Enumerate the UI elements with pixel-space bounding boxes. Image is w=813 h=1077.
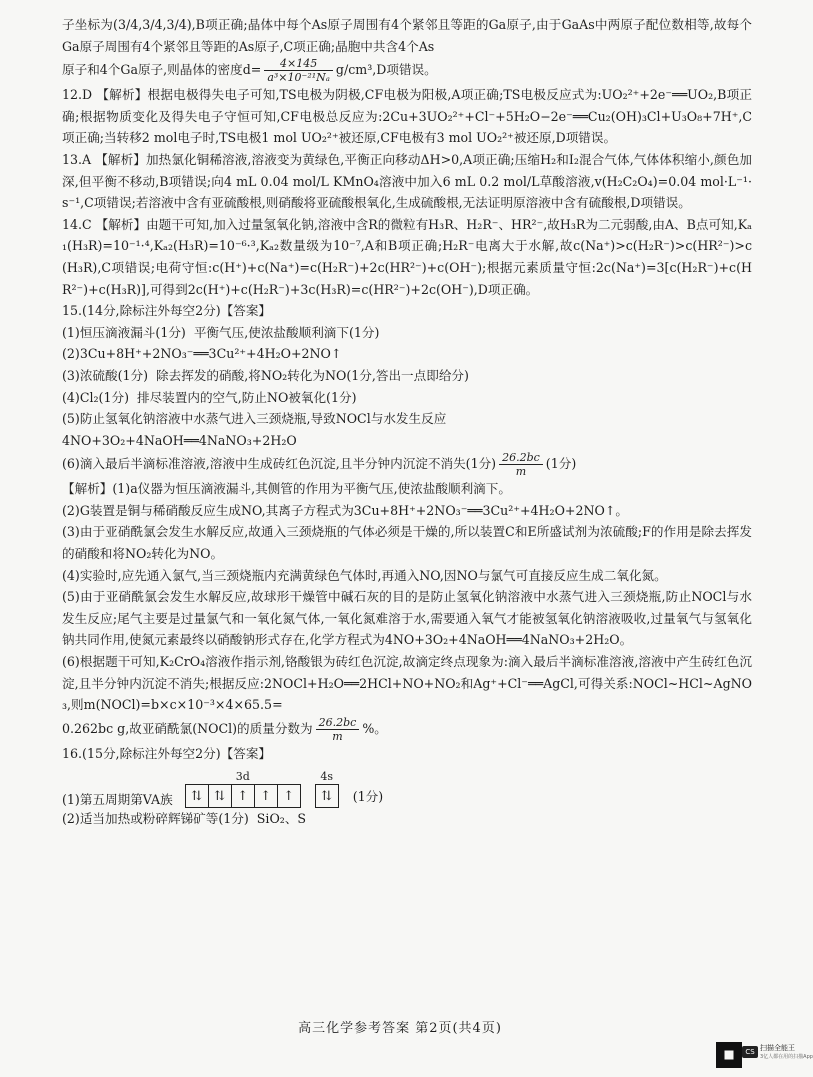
camscanner-subtitle: 3亿人都在用的扫描App — [760, 1054, 813, 1060]
answer-15-3: (3)浓硫酸(1分) 除去挥发的硝酸,将NO₂转化为NO(1分,答出一点即给分) — [62, 367, 469, 383]
density-numerator: 4×145 — [264, 57, 333, 71]
answer-13: 13.A 【解析】加热氯化铜稀溶液,溶液变为黄绿色,平衡正向移动ΔH>0,A项正确;压缩H₂和I₂混合气体,气体体积缩小,颜色加深,但平衡不移动,B项错误;向4 mL 0.04 mol/L KMnO₄溶液中加入6 mL 0.2 mol/L草酸溶液,v(H₂C₂O₄)=0.04 mol·L⁻¹·s⁻¹,C项错误;若溶液中含有亚硫酸根,则硝酸将亚硫酸根氧化,生成硫酸根,无法证明原溶液中含有硫酸根,D项错误。 — [62, 151, 752, 211]
answer-15-5: (5)防止氢氧化钠溶液中水蒸气进入三颈烧瓶,导致NOCl与水发生反应 — [62, 411, 447, 427]
orbital-4s-boxes — [315, 784, 339, 808]
analysis-15-5: (5)由于亚硝酰氯会发生水解反应,故球形干燥管中碱石灰的目的是防止氢氧化钠溶液中水蒸气进入三颈烧瓶,防止NOCl与水发生反应;尾气主要是过量氯气和一氧化氮气体,一氧化氮难溶于水,需要通入氧气才能被氢氧化钠溶液吸收,过量氧气与氢氧化钠共同作用,使氮元素最终以硝酸钠形式存在,化学方程式为4NO+3O₂+4NaOH══4NaNO₃+2H₂O。 — [62, 589, 752, 648]
mass-fraction-suffix: %。 — [362, 720, 387, 736]
answer-15-6-text: (6)滴入最后半滴标准溶液,溶液中生成砖红色沉淀,且半分钟内沉淀不消失(1分) — [62, 456, 497, 472]
density-fraction — [264, 57, 333, 84]
answer-15-6-suffix: (1分) — [545, 456, 577, 472]
answer-15-4: (4)Cl₂(1分) 排尽装置内的空气,防止NO被氧化(1分) — [62, 389, 357, 405]
orbital-3d-boxes — [185, 784, 301, 808]
answer-16-1-suffix: (1分) — [352, 789, 384, 805]
orbital-3d-label: 3d — [235, 770, 250, 784]
density-suffix: g/cm³,D项错误。 — [335, 62, 437, 78]
answer-15-5-equation: 4NO+3O₂+4NaOH══4NaNO₃+2H₂O — [62, 432, 297, 448]
answer-15-6 — [62, 451, 752, 478]
mass-fraction-line — [62, 716, 752, 743]
analysis-15-3: (3)由于亚硝酰氯会发生水解反应,故通入三颈烧瓶的气体必须是干燥的,所以装置C和E所盛试剂为浓硫酸;F的作用是除去挥发的硝酸和将NO₂转化为NO。 — [62, 524, 752, 562]
mass-fraction-prefix: 0.262bc g,故亚硝酰氯(NOCl)的质量分数为 — [62, 720, 313, 736]
answer-16-1 — [62, 764, 752, 808]
mass-fraction-denominator: m — [332, 729, 343, 743]
mass-fraction-numerator: 26.2bc — [316, 716, 360, 730]
analysis-15-6: (6)根据题干可知,K₂CrO₄溶液作指示剂,铬酸银为砖红色沉淀,故滴定终点现象为:滴入最后半滴标准溶液,溶液中产生砖红色沉淀,且半分钟内沉淀不消失;根据反应:2NOCl+H₂O══2HCl+NO+NO₂和Ag⁺+Cl⁻══AgCl,可得关系:NOCl~HCl~AgNO₃,则m(NOCl)=b×c×10⁻³×4×65.5= — [62, 654, 752, 713]
answer-15-1: (1)恒压滴液漏斗(1分) 平衡气压,使浓盐酸顺利滴下(1分) — [62, 324, 380, 340]
page-footer: 高三化学参考答案 第2页(共4页) — [298, 1021, 502, 1036]
orbital-box: ⇅ — [186, 785, 209, 807]
density-line — [62, 57, 752, 84]
orbital-box: ⇅ — [321, 788, 333, 804]
answer-15-2: (2)3Cu+8H⁺+2NO₃⁻══3Cu²⁺+4H₂O+2NO↑ — [62, 346, 342, 362]
answer-16-1-text: (1)第五周期第VA族 — [62, 792, 173, 808]
answer-12: 12.D 【解析】根据电极得失电子可知,TS电极为阴极,CF电极为阳极,A项正确;TS电极反应式为:UO₂²⁺+2e⁻══UO₂,B项正确;根据物质变化及得失电子守恒可知,CF电极总反应为:2Cu+3UO₂²⁺+Cl⁻+5H₂O−2e⁻══Cu₂(OH)₃Cl+U₃O₈+7H⁺,C项正确;当转移2 mol电子时,TS电极1 mol UO₂²⁺被还原,CF电极有3 mol UO₂²⁺被还原,D项错误。 — [62, 87, 752, 146]
answer-16-2: (2)适当加热或粉碎辉锑矿等(1分) SiO₂、S — [62, 811, 307, 827]
analysis-15-1: 【解析】(1)a仪器为恒压滴液漏斗,其侧管的作用为平衡气压,使浓盐酸顺利滴下。 — [62, 481, 511, 497]
answer-15-6-fraction — [499, 451, 543, 478]
answer-14: 14.C 【解析】由题干可知,加入过量氢氧化钠,溶液中含R的微粒有H₃R、H₂R⁻、HR²⁻,故H₃R为二元弱酸,由A、B点可知,Kₐ₁(H₃R)=10⁻¹·⁴,Kₐ₂(H₃R)=10⁻⁶·³,Kₐ₂数量级为10⁻⁷,A和B项正确;H₂R⁻电离大于水解,故c(Na⁺)>c(H₂R⁻)>c(HR²⁻)>c(H₃R),C项错误;电荷守恒:c(H⁺)+c(Na⁺)=c(H₂R⁻)+2c(HR²⁻)+c(OH⁻);根据元素质量守恒:2c(Na⁺)=3[c(H₂R⁻)+c(HR²⁻)+c(H₃R)],可得到2c(H⁺)+c(H₂R⁻)+3c(H₃R)=c(HR²⁻)+2c(OH⁻),D项正确。 — [62, 216, 752, 297]
camscanner-title: 扫描全能王 — [760, 1044, 795, 1052]
answer-page — [62, 14, 752, 830]
orbital-box: ↑ — [255, 785, 278, 807]
orbital-3d — [185, 770, 301, 808]
density-denominator: a³×10⁻²¹Nₐ — [267, 71, 330, 85]
analysis-15-4: (4)实验时,应先通入氯气,当三颈烧瓶内充满黄绿色气体时,再通入NO,因NO与氯气可直接反应生成二氧化氮。 — [62, 567, 667, 583]
camscanner-watermark — [760, 1044, 813, 1062]
orbital-box: ↑ — [283, 788, 295, 804]
orbital-box: ⇅ — [209, 785, 232, 807]
mass-fraction-fraction — [316, 716, 360, 743]
orbital-box: ↑ — [232, 785, 255, 807]
answer-15-6-numerator: 26.2bc — [499, 451, 543, 465]
analysis-15-2: (2)G装置是铜与稀硝酸反应生成NO,其离子方程式为3Cu+8H⁺+2NO₃⁻══3Cu²⁺+4H₂O+2NO↑。 — [62, 502, 628, 518]
paragraph-11-cont: 子坐标为(3/4,3/4,3/4),B项正确;晶体中每个As原子周围有4个紧邻且等距的Ga原子,由于GaAs中两原子配位数相等,故每个Ga原子周围有4个紧邻且等距的As原子,C项正确;晶胞中共含4个As — [62, 17, 752, 54]
qr-code-icon — [716, 1042, 742, 1068]
camscanner-logo: CS — [742, 1046, 758, 1058]
answer-15-header: 15.(14分,除标注外每空2分)【答案】 — [62, 303, 272, 319]
orbital-4s-label: 4s — [320, 770, 334, 784]
orbital-4s — [315, 770, 339, 808]
density-lhs: d= — [242, 62, 262, 78]
density-prefix: 原子和4个Ga原子,则晶体的密度 — [62, 62, 243, 78]
answer-15-6-denominator: m — [515, 465, 527, 479]
answer-16-header: 16.(15分,除标注外每空2分)【答案】 — [62, 745, 272, 761]
